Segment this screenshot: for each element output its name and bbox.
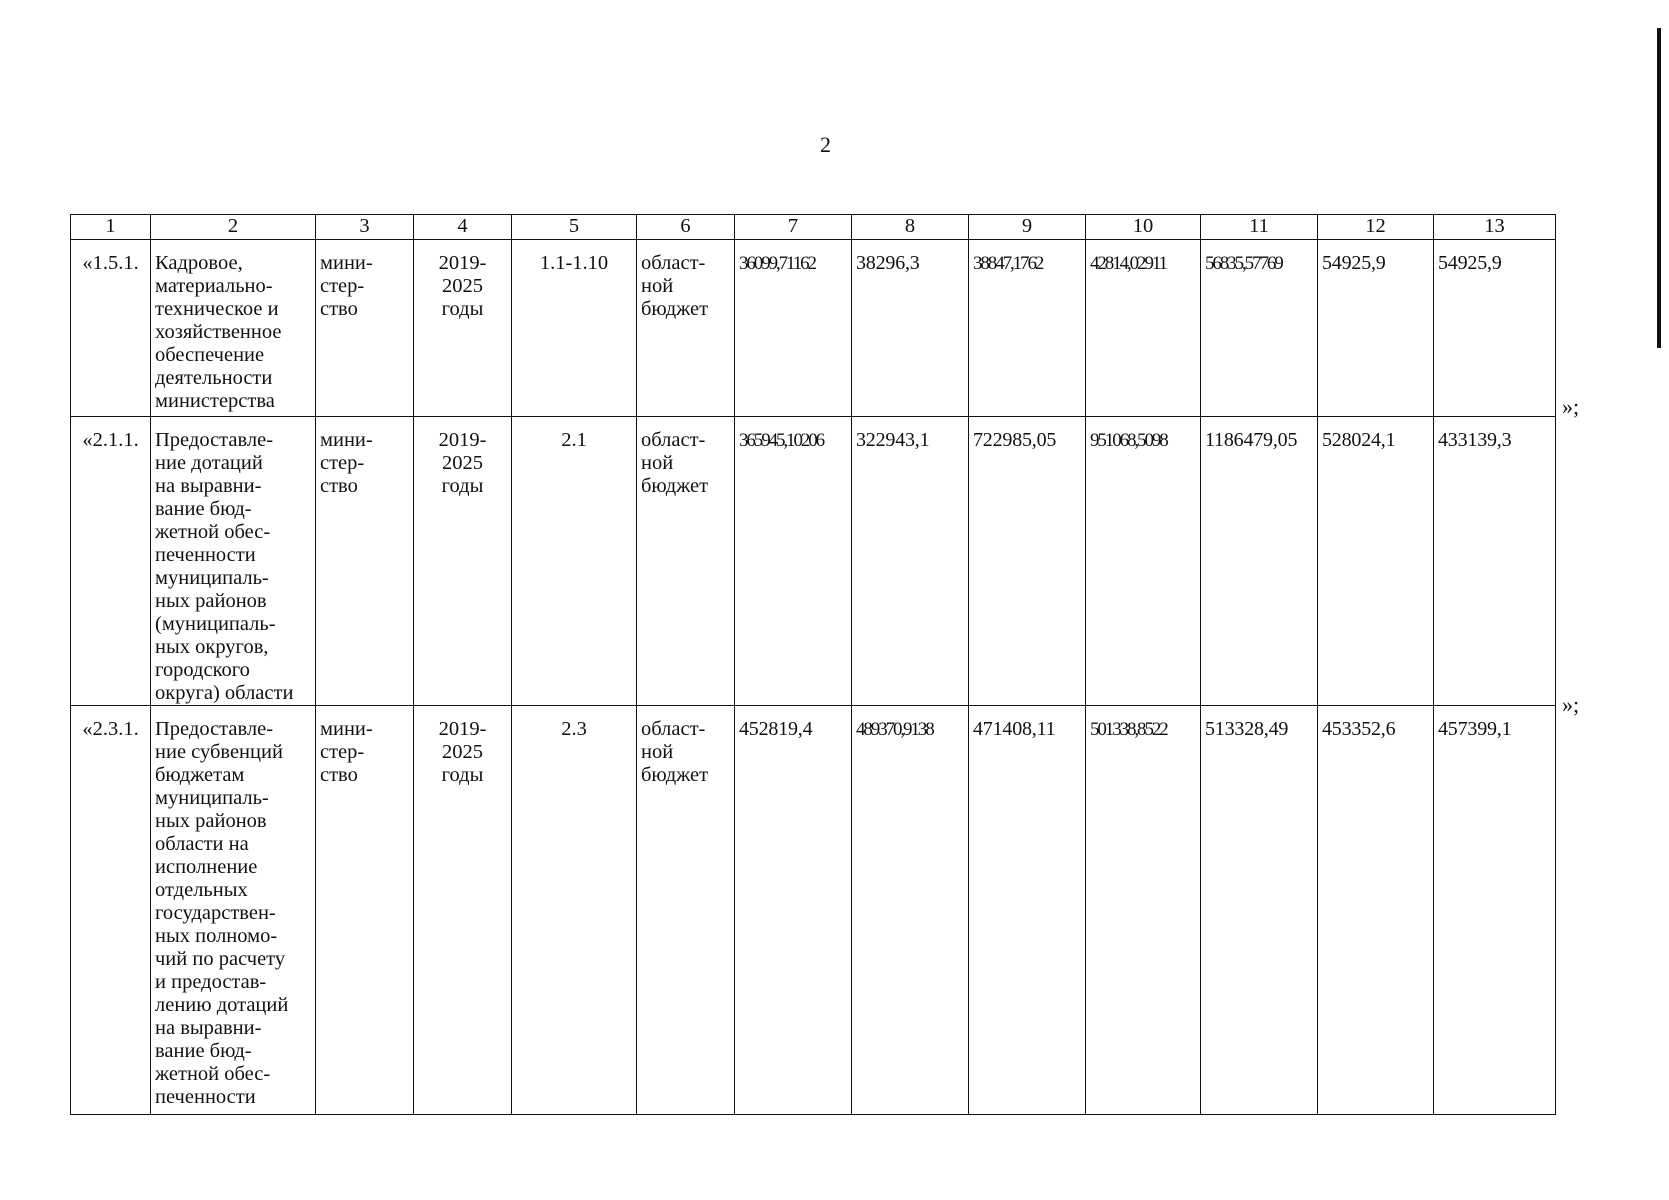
value-cell: 54925,9 (1434, 240, 1556, 417)
column-number: 2 (151, 215, 316, 240)
value-cell: 501338,8522 (1086, 706, 1201, 1115)
value-cell: 457399,1 (1434, 706, 1556, 1115)
column-number: 9 (969, 215, 1086, 240)
column-number: 5 (512, 215, 637, 240)
item-executor: мини- стер- ство (316, 417, 414, 706)
value-cell: 36099,71162 (735, 240, 852, 417)
item-code: «2.3.1. (71, 706, 151, 1115)
value-cell: 528024,1 (1318, 417, 1434, 706)
item-tasks: 1.1-1.10 (512, 240, 637, 417)
value-cell: 453352,6 (1318, 706, 1434, 1115)
value-cell: 1186479,05 (1201, 417, 1318, 706)
column-number: 4 (414, 215, 512, 240)
column-number: 1 (71, 215, 151, 240)
item-source: област- ной бюджет (637, 706, 735, 1115)
column-number: 12 (1318, 215, 1434, 240)
value-cell: 42814,02911 (1086, 240, 1201, 417)
item-tasks: 2.3 (512, 706, 637, 1115)
column-number-row (71, 215, 1556, 240)
column-number: 8 (852, 215, 969, 240)
value-cell: 365945,10206 (735, 417, 852, 706)
item-source: област- ной бюджет (637, 417, 735, 706)
value-cell: 489370,9138 (852, 706, 969, 1115)
item-source: област- ной бюджет (637, 240, 735, 417)
value-cell: 433139,3 (1434, 417, 1556, 706)
item-code: «2.1.1. (71, 417, 151, 706)
item-code: «1.5.1. (71, 240, 151, 417)
value-cell: 322943,1 (852, 417, 969, 706)
item-executor: мини- стер- ство (316, 706, 414, 1115)
item-years: 2019- 2025 годы (414, 417, 512, 706)
row-end-mark: »; (1562, 692, 1580, 717)
scan-edge-mark (1657, 28, 1661, 348)
value-cell: 38847,1762 (969, 240, 1086, 417)
budget-table (70, 214, 1556, 1115)
value-cell: 56835,57769 (1201, 240, 1318, 417)
row-end-mark: »; (1562, 394, 1580, 419)
column-number: 3 (316, 215, 414, 240)
item-executor: мини- стер- ство (316, 240, 414, 417)
item-years: 2019- 2025 годы (414, 706, 512, 1115)
value-cell: 471408,11 (969, 706, 1086, 1115)
table-row (71, 706, 1556, 1115)
item-tasks: 2.1 (512, 417, 637, 706)
value-cell: 452819,4 (735, 706, 852, 1115)
item-name: Кадровое, материально- техническое и хозяйственное обеспечение деятельности министерства (151, 240, 316, 417)
table-row (71, 240, 1556, 417)
value-cell: 54925,9 (1318, 240, 1434, 417)
column-number: 13 (1434, 215, 1556, 240)
column-number: 10 (1086, 215, 1201, 240)
value-cell: 722985,05 (969, 417, 1086, 706)
column-number: 11 (1201, 215, 1318, 240)
page-number: 2 (820, 132, 831, 157)
table-row (71, 417, 1556, 706)
item-name: Предоставле- ние субвенций бюджетам муниципаль- ных районов области на исполнение отдельных государствен- ных полномо- чий по расчету и предостав- лению дотаций на выравни- вание бюд- жетной обес- печенности (151, 706, 316, 1115)
item-years: 2019- 2025 годы (414, 240, 512, 417)
column-number: 6 (637, 215, 735, 240)
value-cell: 38296,3 (852, 240, 969, 417)
column-number: 7 (735, 215, 852, 240)
value-cell: 513328,49 (1201, 706, 1318, 1115)
value-cell: 951068,5098 (1086, 417, 1201, 706)
item-name: Предоставле- ние дотаций на выравни- вание бюд- жетной обес- печенности муниципаль- ных районов (муниципаль- ных округов, городского округа) области (151, 417, 316, 706)
